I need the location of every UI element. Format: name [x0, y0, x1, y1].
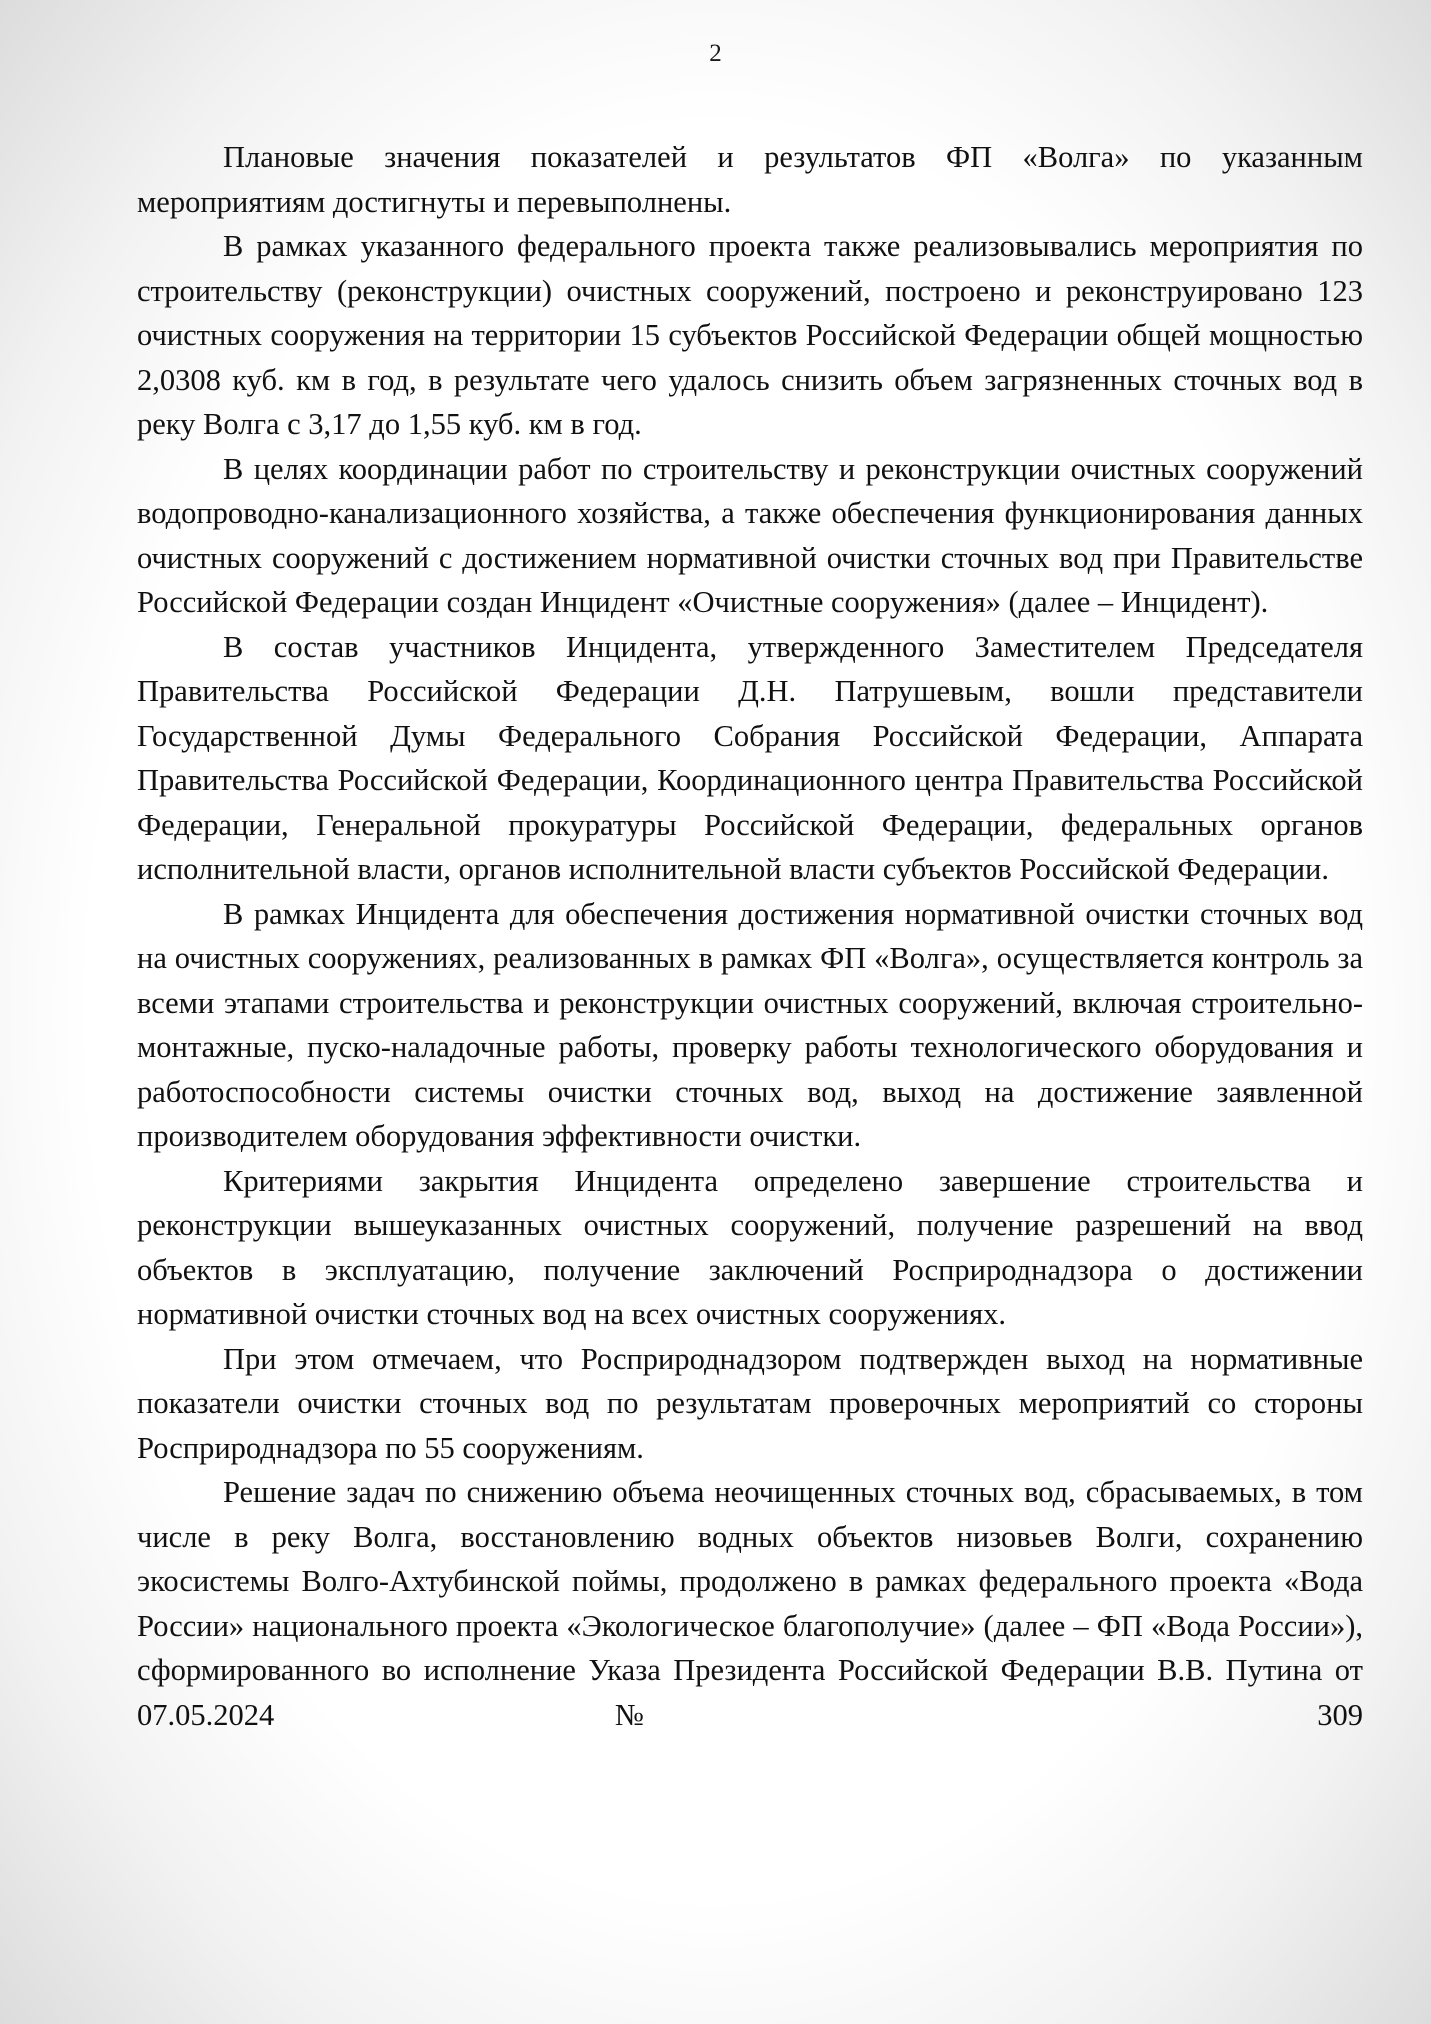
- paragraph: В рамках Инцидента для обеспечения достижения нормативной очистки сточных вод на очистных сооружениях, реализованных в рамках ФП «Волга», осуществляется контроль за всеми этапами строительства и реконструкции очистных сооружений, включая строительно-монтажные, пуско-наладочные работы, проверку работы технологического оборудования и работоспособности системы очистки сточных вод, выход на достижение заявленной производителем оборудования эффективности очистки.: [137, 896, 1363, 1153]
- paragraph: Критериями закрытия Инцидента определено завершение строительства и реконструкции вышеуказанных очистных сооружений, получение разрешений на ввод объектов в эксплуатацию, получение заключений Росприроднадзора о достижении нормативной очистки сточных вод на всех очистных сооружениях.: [137, 1163, 1363, 1331]
- paragraph: При этом отмечаем, что Росприроднадзором подтвержден выход на нормативные показатели очистки сточных вод по результатам проверочных мероприятий со стороны Росприроднадзора по 55 сооружениям.: [137, 1341, 1363, 1465]
- paragraph: В целях координации работ по строительству и реконструкции очистных сооружений водопроводно-канализационного хозяйства, а также обеспечения функционирования данных очистных сооружений с достижением нормативной очистки сточных вод при Правительстве Российской Федерации создан Инцидент «Очистные сооружения» (далее – Инцидент).: [137, 451, 1363, 619]
- paragraph: Решение задач по снижению объема неочищенных сточных вод, сбрасываемых, в том числе в реку Волга, восстановлению водных объектов низовьев Волги, сохранению экосистемы Волго-Ахтубинской поймы, продолжено в рамках федерального проекта «Вода России» национального проекта «Экологическое благополучие» (далее – ФП «Вода России»), сформированного во исполнение Указа Президента Российской Федерации В.В. Путина от 07.05.2024 № 309: [137, 1475, 1363, 1732]
- paragraph: В рамках указанного федерального проекта также реализовывались мероприятия по строительству (реконструкции) очистных сооружений, построено и реконструировано 123 очистных сооружения на территории 15 субъектов Российской Федерации общей мощностью 2,0308 куб. км в год, в результате чего удалось снизить объем загрязненных сточных вод в реку Волга с 3,17 до 1,55 куб. км в год.: [137, 229, 1363, 441]
- page-number: 2: [709, 40, 722, 67]
- paragraph: В состав участников Инцидента, утвержденного Заместителем Председателя Правительства Российской Федерации Д.Н. Патрушевым, вошли представители Государственной Думы Федерального Собрания Российской Федерации, Аппарата Правительства Российской Федерации, Координационного центра Правительства Российской Федерации, Генеральной прокуратуры Российской Федерации, федеральных органов исполнительной власти, органов исполнительной власти субъектов Российской Федерации.: [137, 629, 1363, 886]
- document-body: [137, 135, 1363, 1737]
- paragraph: Плановые значения показателей и результатов ФП «Волга» по указанным мероприятиям достигнуты и перевыполнены.: [137, 140, 1363, 219]
